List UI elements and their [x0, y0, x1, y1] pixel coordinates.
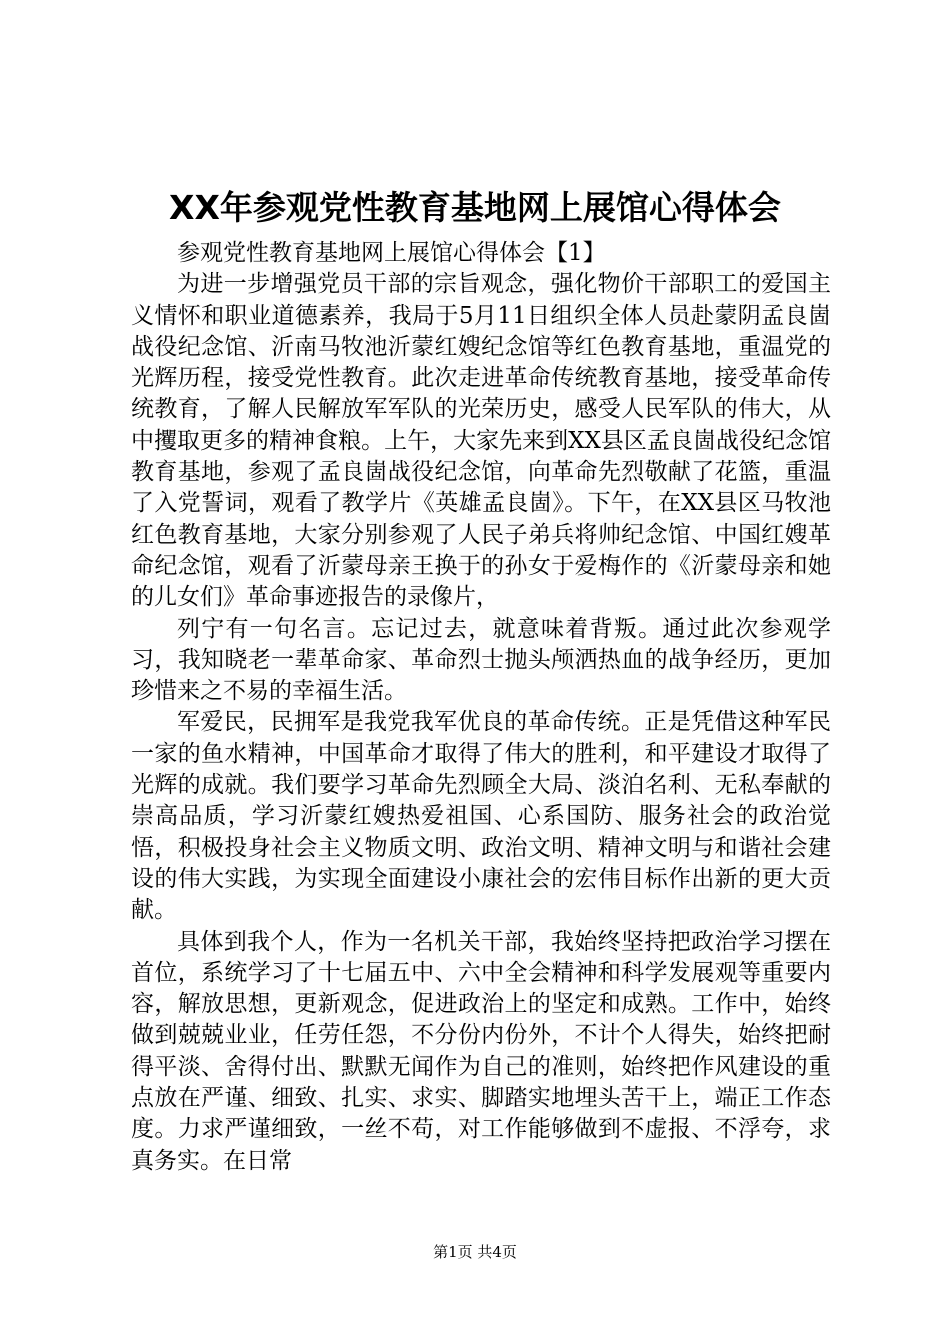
paragraph-3: 军爱民，民拥军是我党我军优良的革命传统。正是凭借这种军民一家的鱼水精神，中国革命才取得了伟大的胜利，和平建设才取得了光辉的成就。我们要学习革命先烈顾全大局、淡泊名利、无私奉献的崇高品质，学习沂蒙红嫂热爱祖国、心系国防、服务社会的政治觉悟，积极投身社会主义物质文明、政治文明、精神文明与和谐社会建设的伟大实践，为实现全面建设小康社会的宏伟目标作出新的更大贡献。 — [131, 709, 831, 924]
document-body — [131, 238, 831, 1177]
document-title: XX年参观党性教育基地网上展馆心得体会 — [169, 188, 781, 227]
paragraph-1: 为进一步增强党员干部的宗旨观念，强化物价干部职工的爱国主义情怀和职业道德素养，我局于5月11日组织全体人员赴蒙阴孟良崮战役纪念馆、沂南马牧池沂蒙红嫂纪念馆等红色教育基地，重温党的光辉历程，接受党性教育。此次走进革命传统教育基地，接受革命传统教育，了解人民解放军军队的光荣历史，感受人民军队的伟大，从中攫取更多的精神食粮。上午，大家先来到XX县区孟良崮战役纪念馆教育基地，参观了孟良崮战役纪念馆，向革命先烈敬献了花篮，重温了入党誓词，观看了教学片《英雄孟良崮》。下午，在XX县区马牧池红色教育基地，大家分别参观了人民子弟兵将帅纪念馆、中国红嫂革命纪念馆，观看了沂蒙母亲王换于的孙女于爱梅作的《沂蒙母亲和她的儿女们》革命事迹报告的录像片， — [131, 271, 831, 611]
paragraph-4: 具体到我个人，作为一名机关干部，我始终坚持把政治学习摆在首位，系统学习了十七届五中、六中全会精神和科学发展观等重要内容，解放思想，更新观念，促进政治上的坚定和成熟。工作中，始终做到兢兢业业，任劳任怨，不分份内份外，不计个人得失，始终把耐得平淡、舍得付出、默默无闻作为自己的准则，始终把作风建设的重点放在严谨、细致、扎实、求实、脚踏实地埋头苦干上，端正工作态度。力求严谨细致，一丝不苟，对工作能够做到不虚报、不浮夸，求真务实。在日常 — [131, 928, 831, 1174]
paragraph-2: 列宁有一句名言。忘记过去，就意味着背叛。通过此次参观学习，我知晓老一辈革命家、革命烈士抛头颅洒热血的战争经历，更加珍惜来之不易的幸福生活。 — [131, 615, 831, 705]
section-heading: 参观党性教育基地网上展馆心得体会【1】 — [177, 240, 606, 266]
page-footer: 第1页 共4页 — [433, 1243, 517, 1261]
